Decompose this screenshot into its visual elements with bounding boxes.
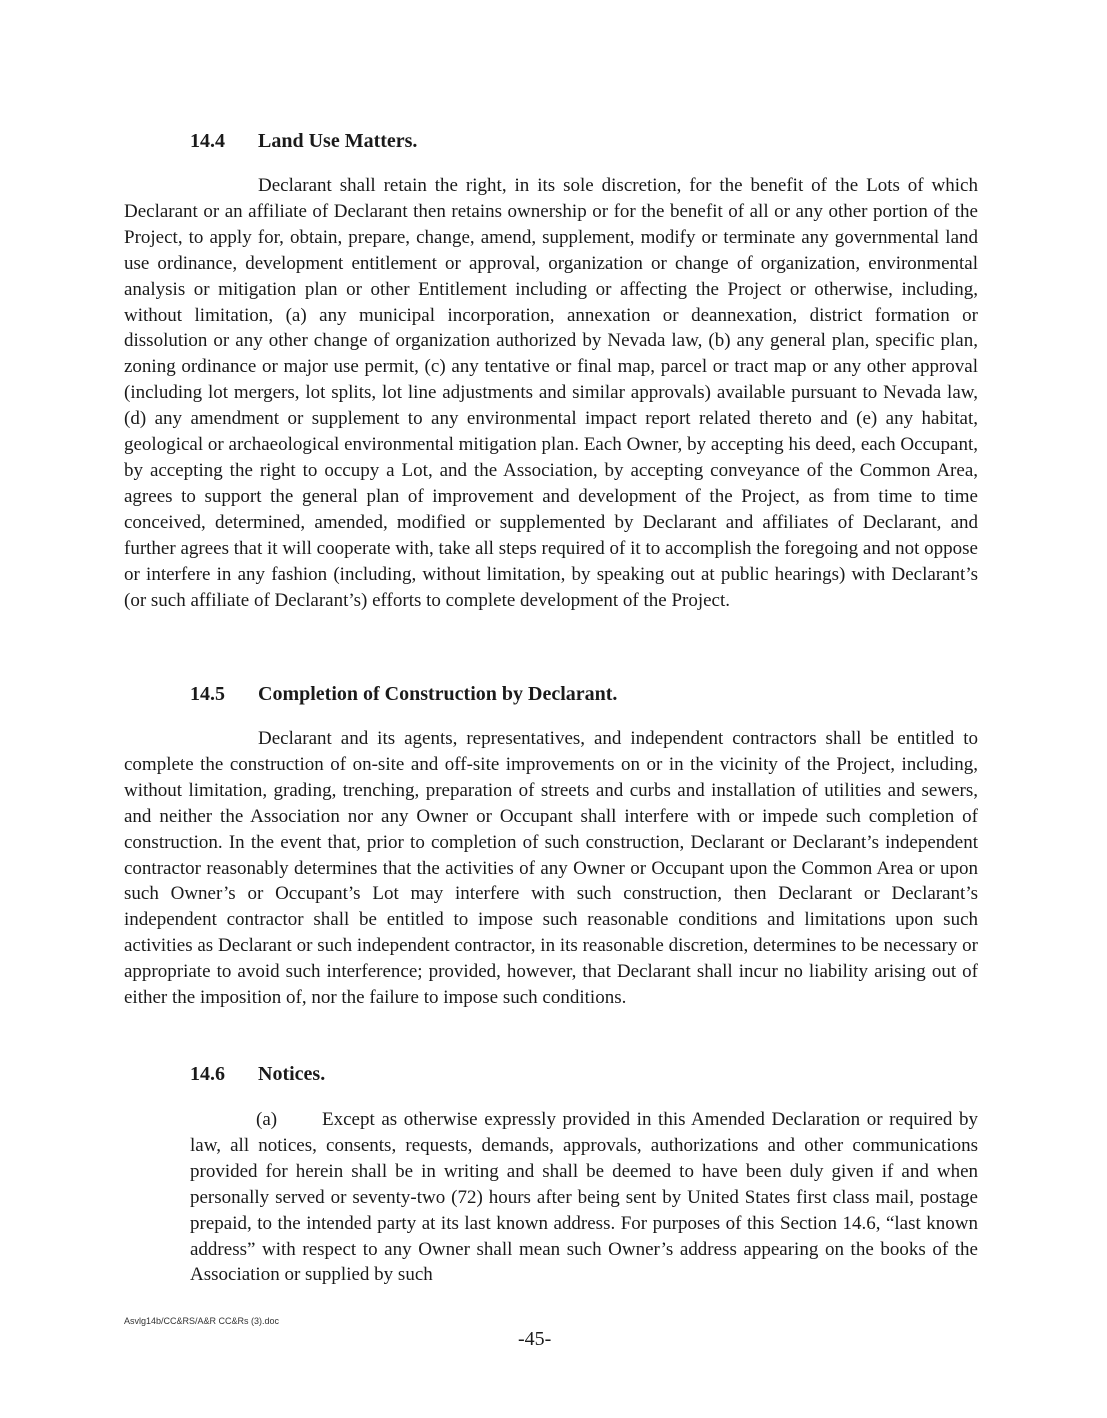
section-title: Notices. xyxy=(258,1063,326,1085)
section-number: 14.4 xyxy=(190,130,225,152)
section-number: 14.5 xyxy=(190,683,225,705)
section-title: Completion of Construction by Declarant. xyxy=(258,683,618,705)
subsection-label: (a) xyxy=(256,1109,278,1130)
section-title: Land Use Matters. xyxy=(258,130,418,152)
section-heading-14-5 xyxy=(190,683,617,706)
section-heading-14-4 xyxy=(190,130,417,153)
section-paragraph-14-5: Declarant and its agents, representatives, and independent contractors shall be entitled to complete the construction of on-site and off-site improvements on or in the vicinity of the Project, including, without limitation, grading, trenching, preparation of streets and curbs and installation of utilities and sewers, and neither the Association nor any Owner or Occupant shall interfere with or impede such completion of construction. In the event that, prior to completion of such construction, Declarant or Declarant’s independent contractor reasonably determines that the activities of any Owner or Occupant upon the Common Area or upon such Owner’s or Occupant’s Lot may interfere with such construction, then Declarant or Declarant’s independent contractor shall be entitled to impose such reasonable conditions and limitations upon such activities as Declarant or such independent contractor, in its reasonable discretion, determines to be necessary or appropriate to avoid such interference; provided, however, that Declarant shall incur no liability arising out of either the imposition of, nor the failure to impose such conditions. xyxy=(124,728,978,1009)
subsection-text: Except as otherwise expressly provided in this Amended Declaration or required by law, all notices, consents, requests, demands, approvals, authorizations and other communications provided for herein shall be in writing and shall be deemed to have been duly given if and when personally served or seventy-two (72) hours after being sent by United States first class mail, postage prepaid, to the intended party at its last known address. For purposes of this Section 14.6, “last known address” with respect to any Owner shall mean such Owner’s address appearing on the books of the Association or supplied by such xyxy=(190,1109,978,1286)
section-number: 14.6 xyxy=(190,1063,225,1085)
footer-file-path: Asvlg14b/CC&RS/A&R CC&Rs (3).doc xyxy=(124,1316,280,1326)
section-paragraph-14-4: Declarant shall retain the right, in its sole discretion, for the benefit of the Lots of which Declarant or an affiliate of Declarant then retains ownership or for the benefit of all or any other portion of the Project, to apply for, obtain, prepare, change, amend, supplement, modify or terminate any governmental land use ordinance, development entitlement or approval, organization or change of organization, environmental analysis or mitigation plan or other Entitlement including or affecting the Project or otherwise, including, without limitation, (a) any municipal incorporation, annexation or deannexation, district formation or dissolution or any other change of organization authorized by Nevada law, (b) any general plan, specific plan, zoning ordinance or major use permit, (c) any tentative or final map, parcel or tract map or any other approval (including lot mergers, lot splits, lot line adjustments and similar approvals) available pursuant to Nevada law, (d) any amendment or supplement to any environmental impact report related thereto and (e) any habitat, geological or archaeological environmental mitigation plan. Each Owner, by accepting his deed, each Occupant, by accepting the right to occupy a Lot, and the Association, by accepting conveyance of the Common Area, agrees to support the general plan of improvement and development of the Project, as from time to time conceived, determined, amended, modified or supplemented by Declarant and affiliates of Declarant, and further agrees that it will cooperate with, take all steps required of it to accomplish the foregoing and not oppose or interfere in any fashion (including, without limitation, by speaking out at public hearings) with Declarant’s (or such affiliate of Declarant’s) efforts to complete development of the Project. xyxy=(124,175,978,611)
section-paragraph-14-6-a xyxy=(190,1107,978,1288)
page-number: -45- xyxy=(518,1328,552,1350)
section-heading-14-6 xyxy=(190,1063,325,1086)
